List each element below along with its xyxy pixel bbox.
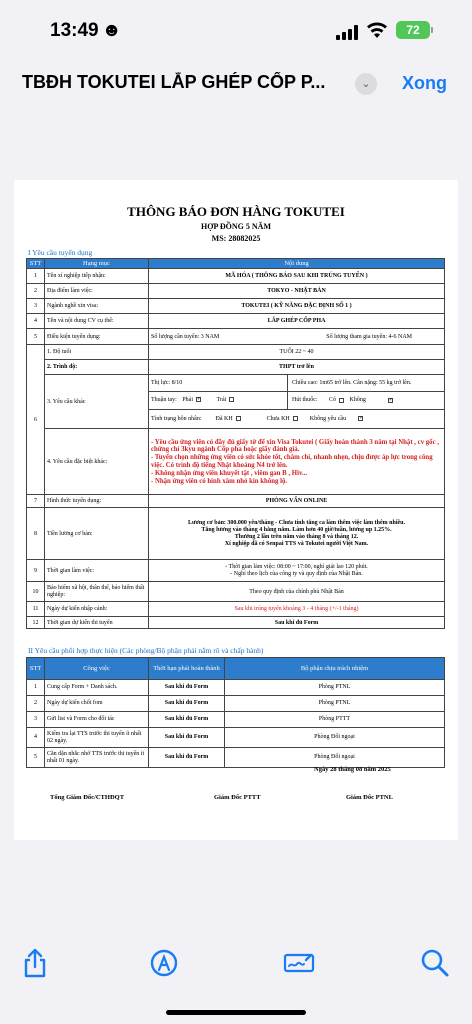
table-row: 12 Thời gian dự kiến thi tuyển Sau khi đủ Form [27,617,445,629]
table-row: 4. Yêu cầu đặc biệt khác: - Yêu cầu ứng viên có đầy đủ giấy tờ để xin Visa Tokutei ( Giấy hoàn thành 3 năm tại Nhật , cv gốc , chứng chỉ 3kyu ngành Cốp pha hoặc giấy đánh giá. - Tuyển chọn những ứng viên có sức khỏe tốt, chăm chỉ, nhanh nhẹn, chịu được áp lực trong công việc. Có trình độ tiếng Nhật khoảng N4 trở lên. - Không nhận ứng viên khuyết tật , viêm gan B , Hiv... - Nhận ứng viên có hình xăm nhỏ kín không lộ. [27,429,445,495]
markup-icon[interactable] [147,946,181,980]
table-row: 5 Căn dặn nhắc nhở TTS trước thi tuyển ít nhất 01 ngày. Sau khi đủ Form Phòng Đối ngoại [27,748,445,768]
document-date: Ngày 28 tháng 08 năm 2025 [314,766,391,773]
table-row: 6 1. Độ tuổi TUỔI 22 ~ 40 [27,345,445,360]
signer-pttt: Giám Đốc PTTT [214,794,261,801]
table-row: 8 Tiền lương cơ bản: Lương cơ bản: 300.000 yên/tháng - Chưa tính tăng ca làm thêm việc làm thêm nhiều. Tăng lương vào tháng 4 hằng năm. Làm hơn 40 giờ/tuần, lương up 1.25%. Thưởng 2 lần trên năm vào tháng 8 và tháng 12. Xí nghiệp đã có Senpai TTS và Tokutei người Việt Nam. [27,508,445,560]
share-icon[interactable] [18,946,52,980]
doc-subtitle: HỢP ĐỒNG 5 NĂM [201,222,271,231]
document-page [14,180,458,840]
status-bar [0,0,472,58]
coordination-table: STT Công việc Thời hạn phải hoàn thành Bộ phận chịu trách nhiệm 1 Cung cấp Form + Danh sách. Sau khi đủ Form Phòng PTNL 2 Ngày dự kiến chốt fom Sau khi đủ Form Phòng PTNL 3 Gửi list và Form cho đối tác Sau khi đủ Form Phòng PTTT 4 Kiểm tra lại TTS trước thi tuyển ít nhất 02 ngày. Sau khi đủ Form Phòng Đối ngoại 5 Căn dặn nhắc nhở TTS trước thi tuyển ít nhất 01 ngày. Sau khi đủ Form Phòng Đối ngoại [26,657,445,768]
table-row: 4 Tên và nội dung CV cụ thể: LẮP GHÉP CỐP PHA [27,314,445,329]
document-title[interactable]: TBĐH TOKUTEI LẮP GHÉP CỐP P... [22,72,326,92]
search-icon[interactable] [418,946,452,980]
doc-ms: MS: 28082025 [211,234,261,243]
table-row: 3 Gửi list và Form cho đối tác Sau khi đủ Form Phòng PTTT [27,712,445,728]
battery-icon: 72 [396,21,430,39]
doc-title: THÔNG BÁO ĐƠN HÀNG TOKUTEI [127,204,345,219]
table-row: 10 Bảo hiểm xã hội, thân thể, bảo hiểm thất nghiệp: Theo quy định của chính phủ Nhật Bản [27,582,445,602]
signer-ptnl: Giám Đốc PTNL [346,794,393,801]
wifi-icon [366,21,388,39]
signature-icon[interactable] [282,946,316,980]
navigation-bar [0,58,472,110]
section-1-title: I Yêu cầu tuyển dụng [28,248,93,257]
table-row: 1 Tên xí nghiệp tiếp nhận: MÃ HÓA ( THÔNG BÁO SAU KHI TRÚNG TUYỂN ) [27,269,445,284]
table-row: 3. Yêu cầu khác Thị lực: 8/10 Chiều cao: 1m65 trở lên. Cân nặng: 55 kg trở lên. Thuận tay: Phải ✓ Trái Hút thuốc: Có Không ✓ Tình trạng hôn nhân: Đã KH Chưa KH Không yêu cầu ✓ [27,375,445,429]
section-2-title: II Yêu cầu phối hợp thực hiện (Các phòng/Bộ phận phải nắm rõ và chấp hành) [28,646,264,655]
done-button[interactable]: Xong [402,73,447,93]
clock: 13:49 ☻ [50,20,122,41]
table-row: 1 Cung cấp Form + Danh sách. Sau khi đủ Form Phòng PTNL [27,680,445,696]
cellular-signal-icon [336,24,360,40]
table-row: 7 Hình thức tuyển dụng: PHỎNG VẤN ONLINE [27,495,445,508]
table-row: 2 Ngày dự kiến chốt fom Sau khi đủ Form Phòng PTNL [27,696,445,712]
table-row: 2 Địa điểm làm việc: TOKYO - NHẬT BẢN [27,284,445,299]
table-row: 5 Điều kiện tuyển dụng: Số lượng cần tuyển: 3 NAM Số lượng tham gia tuyển: 4-6 NAM [27,329,445,345]
bottom-toolbar [0,936,472,992]
home-indicator[interactable] [166,1010,306,1015]
table-row: 9 Thời gian làm việc: - Thời gian làm việc: 08:00 ~ 17:00, nghỉ giải lao 120 phút. - Nghỉ theo lịch của công ty và quy định của Nhật Bản. [27,560,445,582]
chevron-down-icon[interactable]: ⌄ [355,73,377,95]
table-row: 2. Trình độ: THPT trở lên [27,360,445,375]
signer-ceo: Tổng Giám Đốc/CTHĐQT [50,794,125,801]
table-row: 11 Ngày dự kiến nhập cảnh: Sau khi trúng tuyển khoảng 3 - 4 tháng (+/-1 tháng) [27,602,445,617]
table-row: 4 Kiểm tra lại TTS trước thi tuyển ít nhất 02 ngày. Sau khi đủ Form Phòng Đối ngoại [27,728,445,748]
table-row: 3 Ngành nghề xin visa: TOKUTEI ( KỸ NĂNG ĐẶC ĐỊNH SỐ 1 ) [27,299,445,314]
requirements-table: STT Hạng mục Nội dung 1 Tên xí nghiệp tiếp nhận: MÃ HÓA ( THÔNG BÁO SAU KHI TRÚNG TUYỂN ) 2 Địa điểm làm việc: TOKYO - NHẬT BẢN 3 Ngành nghề xin visa: TOKUTEI ( KỸ NĂNG ĐẶC ĐỊNH SỐ 1 ) 4 Tên và nội dung CV cụ thể: LẮP GHÉP CỐP PHA 5 Điều kiện tuyển dụng: Số lượng cần tuyển: 3 NAM Số lượng tham gia tuyển: 4-6 NAM 6 1. Độ tuổi TUỔI 22 ~ 40 2. Trình độ: THPT trở lên 3. Yêu cầu khác Thị lực: 8/10 Chiều cao: 1m65 trở lên. Cân nặng: 55 kg trở lên. Thuận tay: Phải ✓ Trái Hút thuốc: Có Không ✓ Tình trạng hôn nhân: Đã KH Chưa KH Không yêu cầu ✓ 4. Yêu cầu đặc biệt khác: - Yêu cầu ứng viên có đầy đủ giấy tờ để xin Visa Tokutei ( Giấy hoàn thành 3 năm tại Nhật , cv gốc , chứng chỉ 3kyu ngành Cốp pha hoặc giấy đánh giá. - Tuyển chọn những ứng viên có sức khỏe tốt, chăm chỉ, nhanh nhẹn, chịu được áp lực trong công việc. Có trình độ tiếng Nhật khoảng N4 trở lên. - Không nhận ứng viên khuyết tật , viêm gan B , Hiv... - Nhận ứng viên có hình xăm nhỏ kín không lộ. 7 Hình thức tuyển dụng: PHỎNG VẤN ONLINE 8 Tiền lương cơ bản: Lương cơ bản: 300.000 yên/tháng - Chưa tính tăng ca làm thêm việc làm thêm nhiều. Tăng lương vào tháng 4 hằng năm. Làm hơn 40 giờ/tuần, lương up 1.25%. Thưởng 2 lần trên năm vào tháng 8 và tháng 12. Xí nghiệp đã có Senpai TTS và Tokutei người Việt Nam. 9 Thời gian làm việc: - Thời gian làm việc: 08:00 ~ 17:00, nghỉ giải lao 120 phút. - Nghỉ theo lịch của công ty và quy định của Nhật Bản. 10 Bảo hiểm xã hội, thân thể, bảo hiểm thất nghiệp: Theo quy định của chính phủ Nhật Bản 11 Ngày dự kiến nhập cảnh: Sau khi trúng tuyển khoảng 3 - 4 tháng (+/-1 tháng) 12 Thời gian dự kiến thi tuyển Sau khi đủ Form [26,258,445,629]
